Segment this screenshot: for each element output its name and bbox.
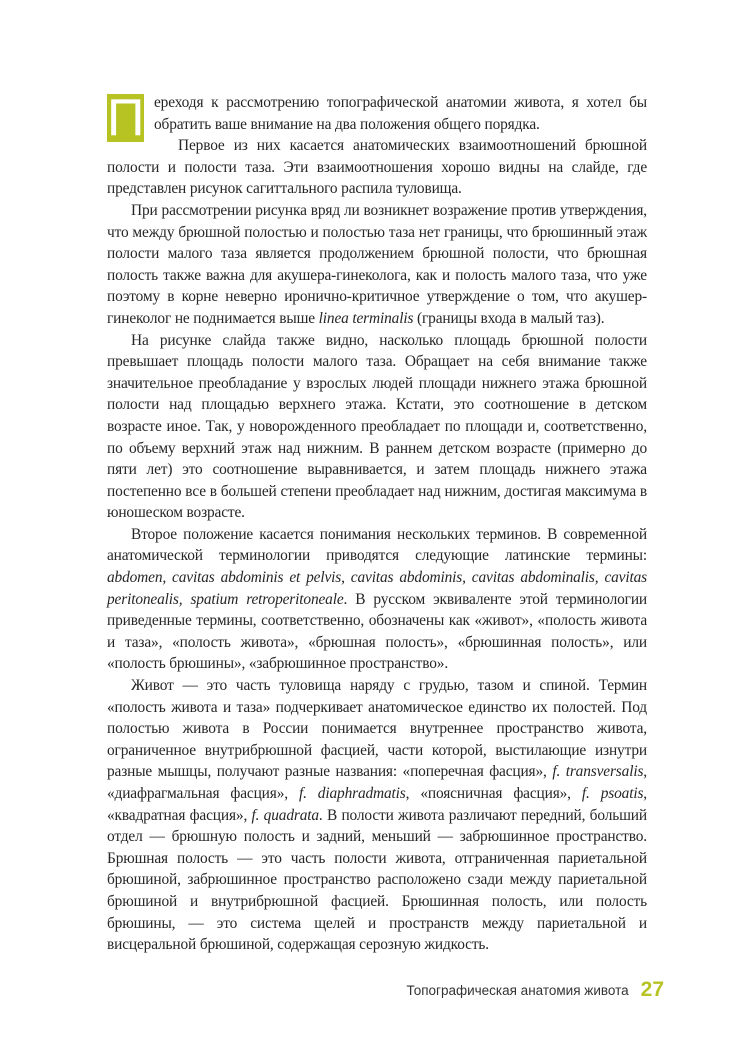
body-text — [107, 89, 647, 956]
page-number: 27 — [640, 978, 664, 1001]
paragraph-2-text-b: (границы входа в малый таз). — [413, 309, 605, 327]
paragraph-5-text-b: , «диафрагмальная фасция», — [107, 763, 647, 802]
paragraph-5-text-c: , «поясничная фасция», — [405, 785, 582, 802]
latin-term: linea terminalis — [318, 309, 414, 327]
latin-terms-list: abdomen, cavitas abdominis et pelvis, cavitas abdominis, cavitas abdominalis, cavitas peritonealis, spatium retroperitoneale — [107, 569, 647, 608]
latin-term-diaphradmatis: f. diaphradmatis — [298, 785, 406, 802]
paragraph-2-text-a: При рассмотрении рисунка вряд ли возникнет возражение против утверждения, что между брюшной полостью и полостью таза нет границы, что брюшинный этаж полости малого таза является продолжением брюшной полости, что брюшная полость также важна для акушера-гинеколога, как и полость малого таза, что уже поэтому в корне неверно иронично-критичное утверждение о том, что акушер-гинеколог не поднимается выше — [107, 201, 647, 327]
paragraph-3: На рисунке слайда также видно, насколько площадь брюшной полости превышает площадь полости малого таза. Обращает на себя внимание также значительное преобладание у взрослых людей площади нижнего этажа брюшной полости над площадью верхнего этажа. Кстати, это соотношение в детском возрасте иное. Так, у новорожденного преобладает по площади и, соответственно, по объему верхний этаж над нижним. В раннем детском возрасте (примерно до пяти лет) это соотношение выравнивается, и затем площадь нижнего этажа постепенно все в большей степени преобладает над нижним, достигая максимума в юношеском возрасте. — [107, 331, 647, 522]
paragraph-1-continuation — [107, 135, 647, 200]
drop-cap: П — [107, 89, 145, 147]
paragraph-1-text-b: Первое из них касается анатомических взаимоотношений брюшной полости и полости таза. Эти взаимоотношения хорошо видны на слайде, где представлен рисунок сагиттального распила туловища. — [107, 137, 647, 198]
paragraph-5-text-a: Живот — это часть туловища наряду с грудью, тазом и спиной. Термин «полость живота и таза» подчеркивает анатомическое единство их полостей. Под полостью живота в России понимается внутреннее пространство живота, ограниченное внутрибрюшной фасцией, части которой, выстилающие изнутри разные мышцы, получают разные названия: «поперечная фасция», — [107, 677, 647, 781]
paragraph-5-text-d: , «квадратная фасция», — [107, 785, 647, 824]
page-footer — [407, 975, 664, 1005]
paragraph-2 — [107, 200, 647, 330]
running-title: Топографическая анатомия живота — [406, 982, 629, 998]
latin-term-psoatis: f. psoatis — [581, 785, 644, 802]
paragraph-5-text-e: . В полости живота различают передний, больший отдел — брюшную полость и задний, меньший — забрюшинное пространство. Брюшная полость — это часть полости живота, отграниченная париетальной брюшиной, забрюшинное пространство расположено сзади между париетальной брюшиной и внутрибрюшной фасцией. Брюшинная полость, или полость брюшины, — это система щелей и пространств между париетальной и висцеральной брюшиной, содержащая серозную жидкость. — [107, 806, 647, 954]
latin-term-quadrata: f. quadrata — [251, 806, 319, 824]
latin-term-transversalis: f. transversalis — [552, 763, 644, 781]
paragraph-4 — [107, 524, 647, 675]
paragraph-1-text-a: ереходя к рассмотрению топографической анатомии живота, я хотел бы обратить ваше внимание на два положения общего порядка. — [154, 94, 647, 133]
paragraph-4-text-b: . В русском эквиваленте этой терминологии приведенные термины, соответственно, обозначены как «живот», «полость живота и таза», «полость живота», «брюшная полость», «брюшинная полость», или «полость брюшины», «забрюшинное пространство». — [107, 590, 647, 673]
paragraph-1 — [107, 89, 647, 147]
paragraph-4-text-a: Второе положение касается понимания нескольких терминов. В современной анатомической терминологии приводятся следующие латинские термины: — [107, 525, 647, 565]
paragraph-5 — [107, 675, 647, 956]
